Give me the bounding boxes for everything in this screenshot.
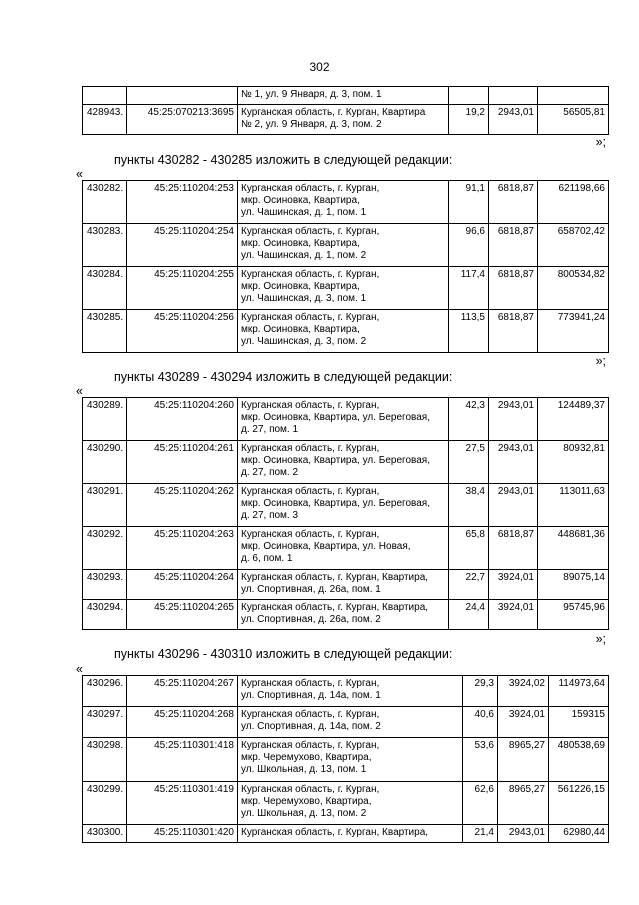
address: Курганская область, г. Курган, мкр. Осиновка, Квартира, ул. Новая, д. 6, пом. 1 <box>238 527 449 570</box>
total: 480538,69 <box>549 738 609 782</box>
table-row <box>83 570 609 600</box>
area: 29,3 <box>463 676 498 707</box>
price: 8965,27 <box>498 782 549 825</box>
total: 80932,81 <box>538 441 609 484</box>
area: 53,6 <box>463 738 498 782</box>
cadastral-number: 45:25:110301:419 <box>127 782 238 825</box>
address: Курганская область, г. Курган, ул. Спортивная, д. 14а, пом. 2 <box>238 707 463 738</box>
total <box>538 87 609 105</box>
total: 561226,15 <box>549 782 609 825</box>
price: 2943,01 <box>489 441 538 484</box>
area: 27,5 <box>449 441 489 484</box>
table-section-2 <box>82 397 609 630</box>
closing-quote: »; <box>595 135 606 149</box>
address: № 1, ул. 9 Января, д. 3, пом. 1 <box>238 87 449 105</box>
table-row <box>83 310 609 353</box>
address: Курганская область, г. Курган, мкр. Черемухово, Квартира, ул. Школьная, д. 13, пом. 2 <box>238 782 463 825</box>
area: 96,6 <box>449 224 489 267</box>
total: 124489,37 <box>538 398 609 441</box>
address: Курганская область, г. Курган, Квартира, ул. Спортивная, д. 26а, пом. 2 <box>238 600 449 630</box>
price: 3924,01 <box>498 707 549 738</box>
total: 114973,64 <box>549 676 609 707</box>
area: 113,5 <box>449 310 489 353</box>
page-number: 302 <box>309 60 330 74</box>
area: 91,1 <box>449 181 489 224</box>
cadastral-number: 45:25:110301:418 <box>127 738 238 782</box>
table-row <box>83 825 609 843</box>
closing-quote: »; <box>595 354 606 368</box>
table-row <box>83 738 609 782</box>
row-number: 430291. <box>83 484 127 527</box>
total: 448681,36 <box>538 527 609 570</box>
total: 621198,66 <box>538 181 609 224</box>
table-row <box>83 181 609 224</box>
cadastral-number <box>127 87 238 105</box>
cadastral-number: 45:25:110204:253 <box>127 181 238 224</box>
row-number: 428943. <box>83 105 127 135</box>
area: 65,8 <box>449 527 489 570</box>
price: 8965,27 <box>498 738 549 782</box>
area: 22,7 <box>449 570 489 600</box>
cadastral-number: 45:25:110204:255 <box>127 267 238 310</box>
cadastral-number: 45:25:070213:3695 <box>127 105 238 135</box>
total: 56505,81 <box>538 105 609 135</box>
cadastral-number: 45:25:110204:264 <box>127 570 238 600</box>
row-number: 430284. <box>83 267 127 310</box>
cadastral-number: 45:25:110301:420 <box>127 825 238 843</box>
address: Курганская область, г. Курган, мкр. Осиновка, Квартира, ул. Береговая, д. 27, пом. 3 <box>238 484 449 527</box>
price: 2943,01 <box>489 105 538 135</box>
row-number: 430294. <box>83 600 127 630</box>
table-row <box>83 600 609 630</box>
address: Курганская область, г. Курган, Квартира, <box>238 825 463 843</box>
cadastral-number: 45:25:110204:268 <box>127 707 238 738</box>
area: 19,2 <box>449 105 489 135</box>
section-heading: пункты 430296 - 430310 изложить в следующей редакции: <box>114 647 453 661</box>
section-heading: пункты 430289 - 430294 изложить в следующей редакции: <box>114 370 453 384</box>
row-number: 430292. <box>83 527 127 570</box>
cadastral-number: 45:25:110204:254 <box>127 224 238 267</box>
opening-quote: « <box>76 384 83 398</box>
table-row <box>83 105 609 135</box>
cadastral-number: 45:25:110204:262 <box>127 484 238 527</box>
price <box>489 87 538 105</box>
address: Курганская область, г. Курган, мкр. Осиновка, Квартира, ул. Чашинская, д. 1, пом. 2 <box>238 224 449 267</box>
table-row <box>83 267 609 310</box>
table-row <box>83 707 609 738</box>
total: 113011,63 <box>538 484 609 527</box>
row-number: 430298. <box>83 738 127 782</box>
price: 3924,01 <box>489 570 538 600</box>
price: 6818,87 <box>489 224 538 267</box>
cadastral-number: 45:25:110204:263 <box>127 527 238 570</box>
cadastral-number: 45:25:110204:260 <box>127 398 238 441</box>
table-row <box>83 676 609 707</box>
address: Курганская область, г. Курган, мкр. Черемухово, Квартира, ул. Школьная, д. 13, пом. 1 <box>238 738 463 782</box>
address: Курганская область, г. Курган, мкр. Осиновка, Квартира, ул. Чашинская, д. 3, пом. 1 <box>238 267 449 310</box>
total: 800534,82 <box>538 267 609 310</box>
price: 6818,87 <box>489 181 538 224</box>
address: Курганская область, г. Курган, ул. Спортивная, д. 14а, пом. 1 <box>238 676 463 707</box>
table-row <box>83 398 609 441</box>
table-row <box>83 527 609 570</box>
table-continuation <box>82 86 609 135</box>
area: 42,3 <box>449 398 489 441</box>
price: 6818,87 <box>489 310 538 353</box>
total: 95745,96 <box>538 600 609 630</box>
area: 38,4 <box>449 484 489 527</box>
table-row <box>83 484 609 527</box>
price: 3924,02 <box>498 676 549 707</box>
address: Курганская область, г. Курган, Квартира, ул. Спортивная, д. 26а, пом. 1 <box>238 570 449 600</box>
row-number: 430285. <box>83 310 127 353</box>
area: 62,6 <box>463 782 498 825</box>
address: Курганская область, г. Курган, мкр. Осиновка, Квартира, ул. Чашинская, д. 1, пом. 1 <box>238 181 449 224</box>
price: 3924,01 <box>489 600 538 630</box>
table-row <box>83 441 609 484</box>
row-number <box>83 87 127 105</box>
row-number: 430283. <box>83 224 127 267</box>
address: Курганская область, г. Курган, Квартира № 2, ул. 9 Января, д. 3, пом. 2 <box>238 105 449 135</box>
row-number: 430293. <box>83 570 127 600</box>
table-section-1 <box>82 180 609 353</box>
total: 89075,14 <box>538 570 609 600</box>
total: 159315 <box>549 707 609 738</box>
row-number: 430297. <box>83 707 127 738</box>
cadastral-number: 45:25:110204:256 <box>127 310 238 353</box>
area: 117,4 <box>449 267 489 310</box>
cadastral-number: 45:25:110204:265 <box>127 600 238 630</box>
price: 2943,01 <box>498 825 549 843</box>
row-number: 430282. <box>83 181 127 224</box>
address: Курганская область, г. Курган, мкр. Осиновка, Квартира, ул. Чашинская, д. 3, пом. 2 <box>238 310 449 353</box>
price: 2943,01 <box>489 398 538 441</box>
row-number: 430300. <box>83 825 127 843</box>
price: 6818,87 <box>489 527 538 570</box>
row-number: 430289. <box>83 398 127 441</box>
row-number: 430299. <box>83 782 127 825</box>
area: 21,4 <box>463 825 498 843</box>
opening-quote: « <box>76 167 83 181</box>
area: 24,4 <box>449 600 489 630</box>
table-row <box>83 87 609 105</box>
total: 62980,44 <box>549 825 609 843</box>
cadastral-number: 45:25:110204:267 <box>127 676 238 707</box>
row-number: 430290. <box>83 441 127 484</box>
table-row <box>83 224 609 267</box>
total: 773941,24 <box>538 310 609 353</box>
section-heading: пункты 430282 - 430285 изложить в следующей редакции: <box>114 153 453 167</box>
opening-quote: « <box>76 662 83 676</box>
cadastral-number: 45:25:110204:261 <box>127 441 238 484</box>
closing-quote: »; <box>595 632 606 646</box>
area <box>449 87 489 105</box>
table-section-3 <box>82 675 609 843</box>
price: 6818,87 <box>489 267 538 310</box>
address: Курганская область, г. Курган, мкр. Осиновка, Квартира, ул. Береговая, д. 27, пом. 1 <box>238 398 449 441</box>
address: Курганская область, г. Курган, мкр. Осиновка, Квартира, ул. Береговая, д. 27, пом. 2 <box>238 441 449 484</box>
table-row <box>83 782 609 825</box>
row-number: 430296. <box>83 676 127 707</box>
total: 658702,42 <box>538 224 609 267</box>
area: 40,6 <box>463 707 498 738</box>
price: 2943,01 <box>489 484 538 527</box>
